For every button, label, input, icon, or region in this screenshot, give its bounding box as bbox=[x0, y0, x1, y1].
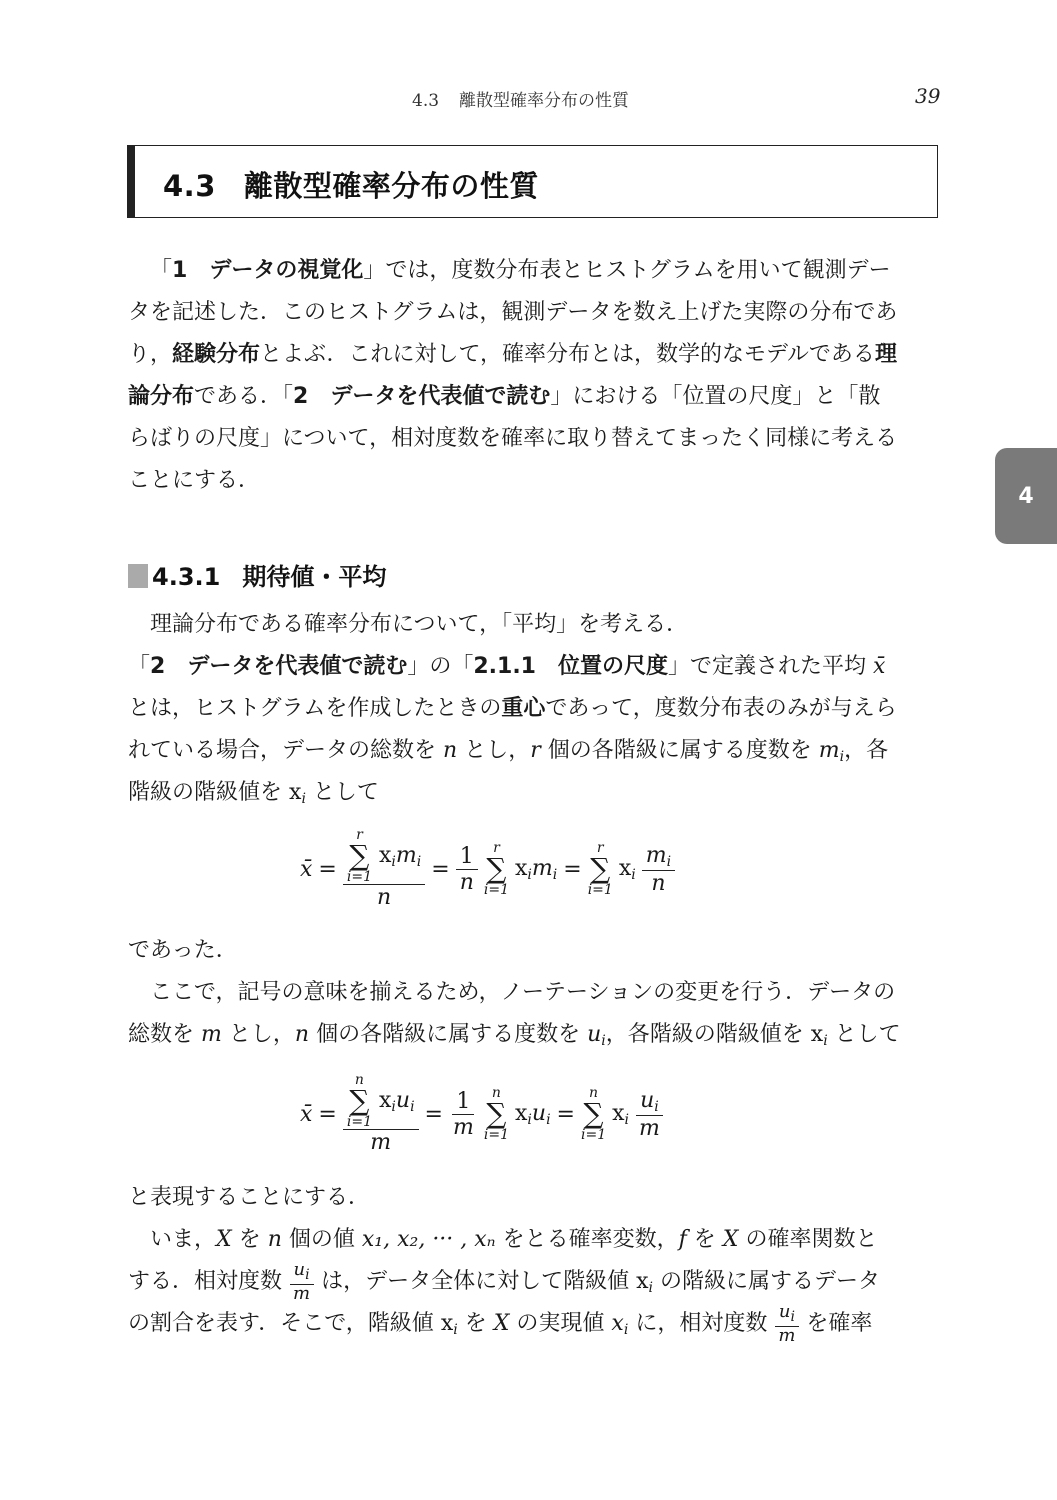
page-number: 39 bbox=[915, 84, 941, 108]
subsection-marker bbox=[128, 564, 148, 588]
paragraph-notation: であった． ここで，記号の意味を揃えるため，ノーテーションの変更を行う．データの 総数を m とし，n 個の各階級に属する度数を $u_i$，各階級の階級値を $x_i$ として bbox=[128, 938, 901, 1049]
section-title: 4.3 離散型確率分布の性質 bbox=[163, 169, 539, 203]
intro-paragraph: 「1 データの視覚化」では，度数分布表とヒストグラムを用いて観測デー タを記述した．このヒストグラムは，観測データを数え上げた実際の分布であ り，経験分布とよぶ．これに対して，確率分布とは，数学的なモデルである理 論分布である．「2 データを代表値で読む」における「位置の尺度」と「散 らばりの尺度」について，相対度数を確率に取り替えてまったく同様に考える ことにする． bbox=[128, 258, 898, 493]
running-head bbox=[0, 86, 1057, 114]
running-head-section: 4.3 離散型確率分布の性質 bbox=[412, 91, 630, 111]
section-heading-box bbox=[127, 145, 938, 218]
chapter-tab: 4 bbox=[995, 448, 1057, 544]
paragraph-mean-intro: 理論分布である確率分布について，「平均」を考える． 「2 データを代表値で読む」の「2.1.1 位置の尺度」で定義された平均 x̄ とは，ヒストグラムを作成したときの重心であって，度数分布表のみが与えら れている場合，データの総数を n とし，r 個の各階級に属する度数を $m_i$，各 階級の階級値を $x_i$ として bbox=[128, 612, 897, 807]
subsection-heading: 4.3.1 期待値・平均 bbox=[128, 557, 386, 593]
equation-mean-1: x̄ = r ∑ i=1 $x_im_i$ n = $\frac{1}{n}$ r ∑ i=1 $x_im_i$ = r ∑ i=1 $x_i$ $\frac{m_i}{n}$ bbox=[300, 828, 780, 910]
paragraph-random-variable: と表現することにする． いま，X を n 個の値 x₁, x₂, ··· , xₙ をとる確率変数，f を X の確率関数と する．相対度数 $\frac{u_i}{m}$ は，データ全体に対して階級値 $x_i$ の階級に属するデータ の割合を表す．そこで，階級値 $x_i$ を X の実現値 $x_i$ に，相対度数 $\frac{u_i}{m}$ を確率 bbox=[128, 1185, 881, 1346]
equation-mean-2: x̄ = n ∑ i=1 $x_iu_i$ m = $\frac{1}{m}$ n ∑ i=1 $x_iu_i$ = n ∑ i=1 $x_i$ $\frac{u_i}{m}$ bbox=[300, 1073, 780, 1155]
